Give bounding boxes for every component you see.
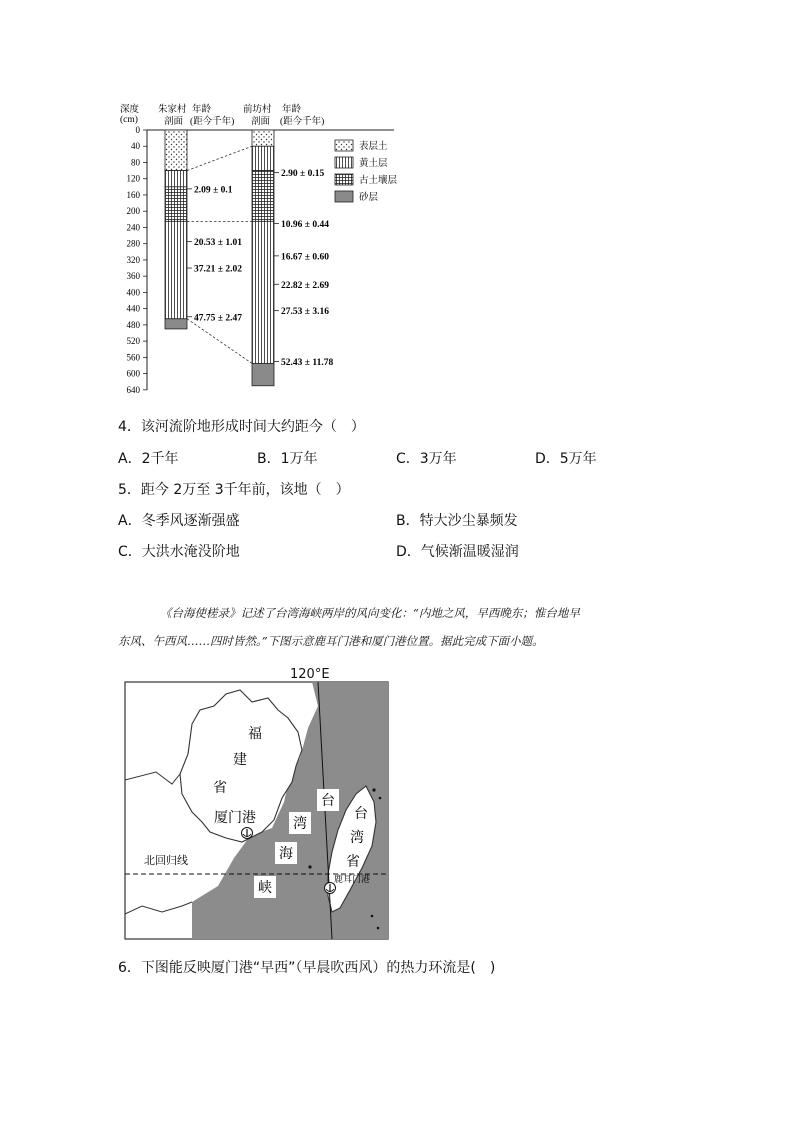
strait-char-2: 湾 — [293, 816, 307, 832]
luermen-label: 鹿耳门港 — [334, 875, 371, 885]
anchor-icon-luermen — [325, 883, 336, 894]
taiwan-char-1: 台 — [354, 806, 368, 822]
depth-tick-label: 360 — [126, 271, 140, 282]
correlation-line — [187, 319, 252, 364]
depth-tick-label: 280 — [126, 238, 140, 249]
depth-tick-label: 640 — [126, 384, 140, 395]
strait-char-1: 台 — [321, 793, 335, 809]
qianfang-age-label: 22.82 ± 2.69 — [281, 280, 329, 291]
depth-tick-label: 600 — [126, 368, 140, 379]
legend-paleosol: 古土壤层 — [359, 176, 398, 186]
zhujia-age-header-2: (距今千年) — [190, 117, 235, 127]
strait-char-3: 海 — [279, 846, 293, 862]
q4-option-b: B．1万年 — [257, 451, 318, 467]
qianfang-age-label: 16.67 ± 0.60 — [281, 252, 329, 263]
zhujia-age-header-1: 年龄 — [192, 105, 212, 115]
q5-option-b: B．特大沙尘暴频发 — [396, 513, 518, 529]
depth-header-1: 深度 — [120, 105, 140, 115]
depth-tick-label: 560 — [126, 352, 140, 363]
depth-tick-label: 240 — [126, 222, 140, 233]
fujian-char-2: 建 — [233, 752, 247, 768]
layer-qianfang — [252, 221, 274, 363]
layer-zhujia — [165, 130, 187, 171]
q5-option-c: C．大洪水淹没阶地 — [118, 544, 240, 560]
layer-qianfang — [252, 171, 274, 222]
correlation-line — [187, 146, 252, 170]
depth-tick-label: 120 — [126, 173, 140, 184]
qianfang-header-2: 剖面 — [251, 117, 271, 127]
depth-tick-label: 160 — [126, 189, 140, 200]
taiwan-char-2: 湾 — [350, 830, 364, 846]
layer-zhujia — [165, 221, 187, 318]
legend-swatch-loess — [335, 157, 353, 168]
fujian-char-1: 福 — [248, 726, 262, 742]
legend-sand: 砂层 — [359, 193, 379, 203]
legend-topsoil: 表层土 — [359, 142, 388, 152]
depth-tick-label: 80 — [131, 157, 140, 168]
legend-swatch-paleosol — [335, 174, 353, 185]
tropic-label: 北回归线 — [144, 854, 188, 867]
zhujia-header-1: 朱家村 — [158, 105, 187, 115]
q4-option-c: C．3万年 — [396, 451, 457, 467]
depth-tick-label: 200 — [126, 206, 140, 217]
layer-qianfang — [252, 130, 274, 146]
depth-tick-label: 400 — [126, 287, 140, 298]
legend-swatch-topsoil — [335, 140, 353, 151]
chart-legend — [335, 140, 398, 203]
q6-stem: 6．下图能反映厦门港“早西”（早晨吹西风）的热力环流是( ) — [118, 960, 496, 976]
layer-zhujia — [165, 319, 187, 329]
legend-swatch-sand — [335, 191, 353, 202]
passage-line-1: 《台海使槎录》记述了台湾海峡两岸的风向变化：“内地之风，早西晚东；惟台地早 — [160, 606, 580, 620]
profile-layers — [165, 130, 274, 386]
fujian-char-3: 省 — [213, 780, 227, 796]
depth-ticks — [127, 125, 148, 395]
q4-option-a: A．2千年 — [118, 451, 179, 467]
depth-tick-label: 320 — [126, 254, 140, 265]
strait-char-4: 峡 — [258, 880, 272, 896]
legend-loess: 黄土层 — [359, 159, 388, 169]
depth-tick-label: 40 — [131, 141, 140, 152]
zhujia-age-label: 20.53 ± 1.01 — [194, 238, 242, 249]
depth-tick-label: 480 — [126, 319, 140, 330]
qianfang-age-header-1: 年龄 — [282, 105, 302, 115]
q5-stem: 5．距今 2万至 3千年前，该地（ ） — [118, 482, 350, 498]
zhujia-age-label: 2.09 ± 0.1 — [194, 185, 233, 196]
zhujia-header-2: 剖面 — [164, 117, 184, 127]
q5-option-d: D．气候渐温暖湿润 — [396, 544, 519, 560]
longitude-label: 120°E — [290, 667, 330, 682]
layer-zhujia — [165, 187, 187, 222]
passage-line-2: 东风、午西风……四时皆然。”下图示意鹿耳门港和厦门港位置。据此完成下面小题。 — [118, 634, 544, 648]
depth-header-2: (cm) — [120, 115, 138, 125]
qianfang-age-header-2: (距今千年) — [280, 117, 325, 127]
anchor-icon-xiamen — [242, 828, 253, 839]
qianfang-age-label: 10.96 ± 0.44 — [281, 219, 329, 230]
zhujia-age-label: 47.75 ± 2.47 — [194, 313, 242, 324]
layer-qianfang — [252, 363, 274, 385]
map-frame — [125, 682, 388, 939]
qianfang-header-1: 前坊村 — [243, 105, 272, 115]
taiwan-char-3: 省 — [346, 854, 360, 870]
depth-tick-label: 520 — [126, 336, 140, 347]
xiamen-label: 厦门港 — [214, 810, 256, 826]
qianfang-age-label: 27.53 ± 3.16 — [281, 307, 329, 318]
qianfang-age-label: 52.43 ± 11.78 — [281, 357, 334, 368]
zhujia-age-label: 37.21 ± 2.02 — [194, 264, 242, 275]
strait-map — [122, 662, 394, 942]
q4-stem: 4．该河流阶地形成时间大约距今（ ） — [118, 419, 365, 435]
correlation-lines — [187, 146, 252, 363]
depth-tick-label: 440 — [126, 303, 140, 314]
stratigraphy-chart — [110, 98, 410, 398]
layer-zhujia — [165, 171, 187, 187]
q5-option-a: A．冬季风逐渐强盛 — [118, 513, 240, 529]
qianfang-age-label: 2.90 ± 0.15 — [281, 169, 325, 180]
q4-option-d: D．5万年 — [535, 451, 597, 467]
layer-qianfang — [252, 146, 274, 170]
depth-tick-label: 0 — [135, 125, 140, 135]
